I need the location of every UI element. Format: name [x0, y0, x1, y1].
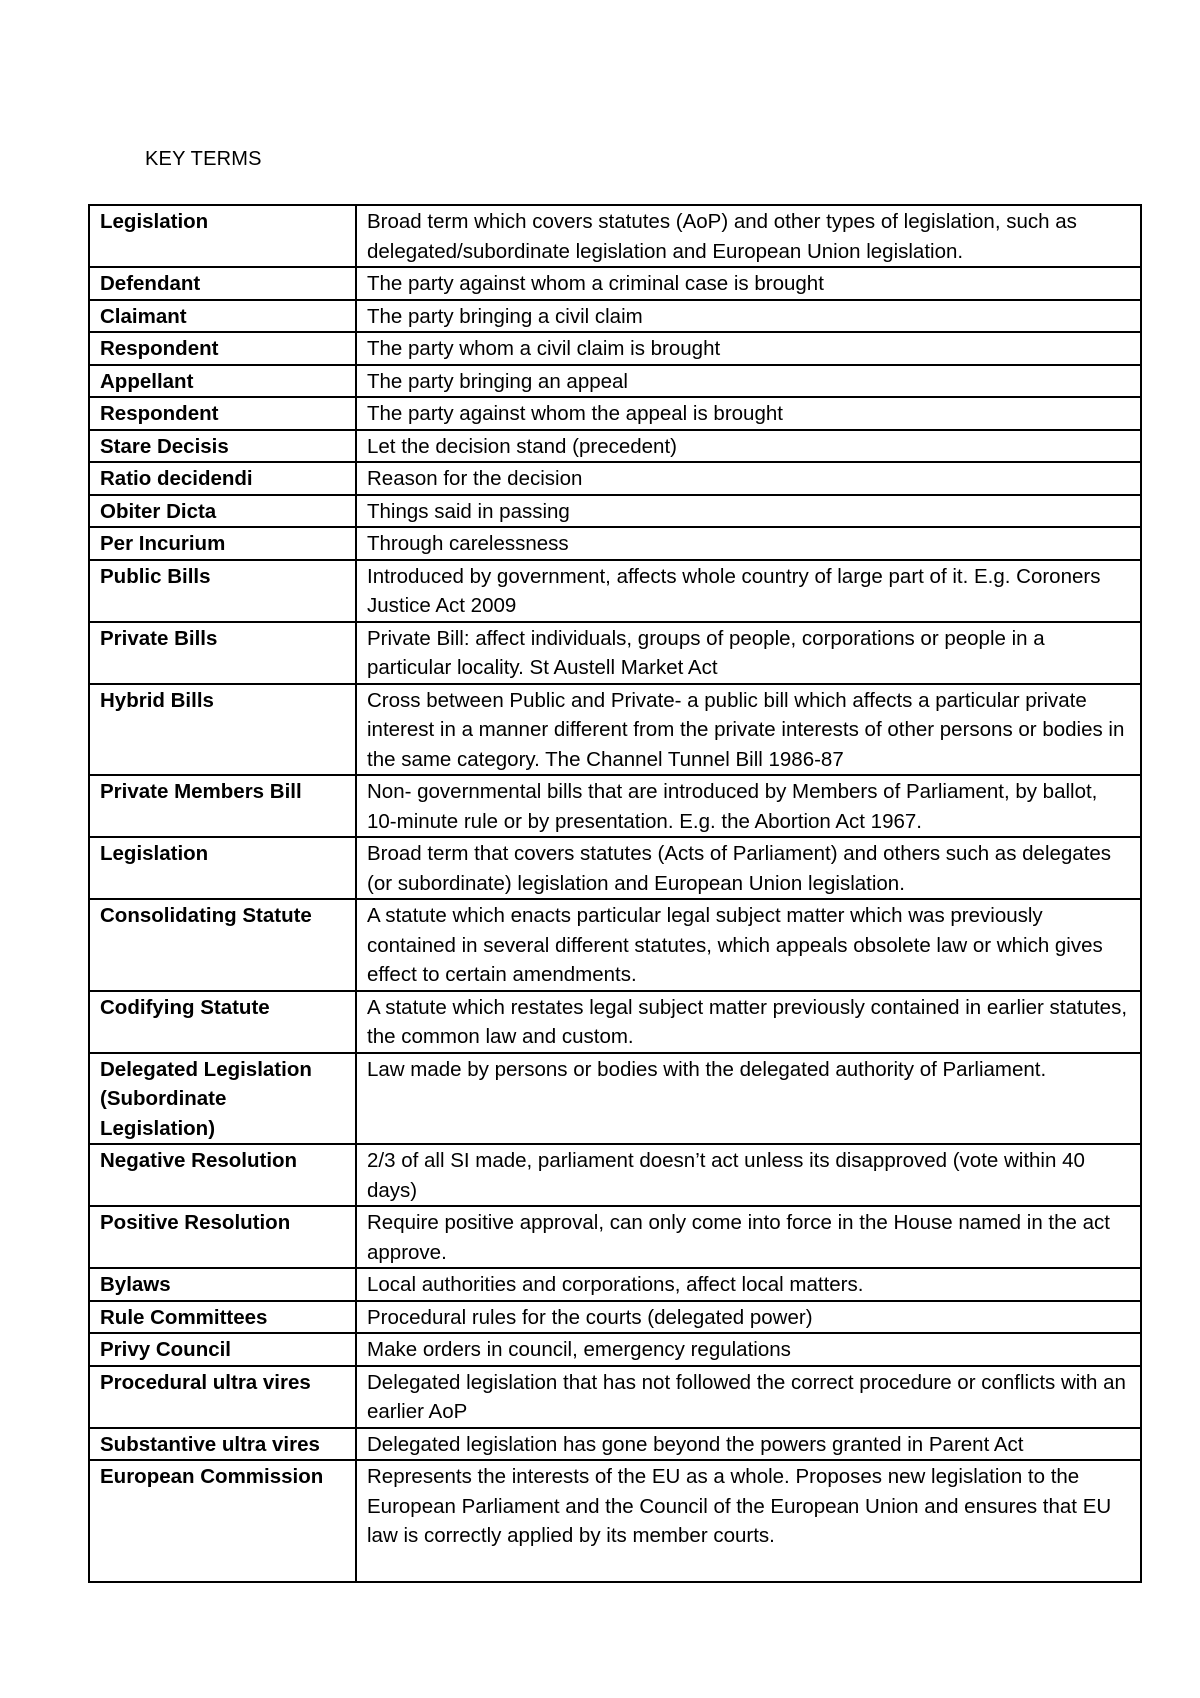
definition-cell: Delegated legislation that has not followed the correct procedure or conflicts with an earlier AoP: [356, 1366, 1141, 1428]
term-cell: Claimant: [89, 300, 356, 333]
definition-cell: The party against whom a criminal case is brought: [356, 267, 1141, 300]
term-cell: Bylaws: [89, 1268, 356, 1301]
definition-cell: Procedural rules for the courts (delegated power): [356, 1301, 1141, 1334]
term-cell: Legislation: [89, 837, 356, 899]
table-row: [89, 495, 1141, 528]
table-row: [89, 365, 1141, 398]
table-row: [89, 684, 1141, 776]
table-row: [89, 1366, 1141, 1428]
table-row: [89, 1206, 1141, 1268]
definition-cell: Make orders in council, emergency regulations: [356, 1333, 1141, 1366]
page-title: KEY TERMS: [145, 148, 262, 170]
definition-cell: Non- governmental bills that are introduced by Members of Parliament, by ballot, 10-minute rule or by presentation. E.g. the Abortion Act 1967.: [356, 775, 1141, 837]
definition-cell: Law made by persons or bodies with the delegated authority of Parliament.: [356, 1053, 1141, 1145]
key-terms-table: [88, 204, 1142, 1583]
definition-cell: Introduced by government, affects whole country of large part of it. E.g. Coroners Justice Act 2009: [356, 560, 1141, 622]
definition-cell: Through carelessness: [356, 527, 1141, 560]
definition-cell: The party bringing a civil claim: [356, 300, 1141, 333]
definition-cell: A statute which restates legal subject matter previously contained in earlier statutes, the common law and custom.: [356, 991, 1141, 1053]
term-cell: Private Bills: [89, 622, 356, 684]
term-cell: Substantive ultra vires: [89, 1428, 356, 1461]
term-cell: Obiter Dicta: [89, 495, 356, 528]
term-cell: Privy Council: [89, 1333, 356, 1366]
definition-cell: Delegated legislation has gone beyond the powers granted in Parent Act: [356, 1428, 1141, 1461]
definition-cell: The party whom a civil claim is brought: [356, 332, 1141, 365]
table-row: [89, 622, 1141, 684]
definition-cell: Things said in passing: [356, 495, 1141, 528]
definition-cell: Require positive approval, can only come into force in the House named in the act approve.: [356, 1206, 1141, 1268]
definition-cell: The party against whom the appeal is brought: [356, 397, 1141, 430]
table-row: [89, 527, 1141, 560]
term-cell: Appellant: [89, 365, 356, 398]
term-cell: Private Members Bill: [89, 775, 356, 837]
definition-cell: Reason for the decision: [356, 462, 1141, 495]
definition-cell: Private Bill: affect individuals, groups of people, corporations or people in a particular locality. St Austell Market Act: [356, 622, 1141, 684]
definition-cell: Local authorities and corporations, affect local matters.: [356, 1268, 1141, 1301]
term-cell: Hybrid Bills: [89, 684, 356, 776]
table-row: [89, 899, 1141, 991]
term-cell: Legislation: [89, 205, 356, 267]
table-row: [89, 991, 1141, 1053]
table-row: [89, 205, 1141, 267]
table-row: [89, 775, 1141, 837]
table-row: [89, 267, 1141, 300]
table-row: [89, 1428, 1141, 1461]
table-row: [89, 300, 1141, 333]
table-row: [89, 332, 1141, 365]
term-cell: Public Bills: [89, 560, 356, 622]
term-cell: Codifying Statute: [89, 991, 356, 1053]
definition-cell: 2/3 of all SI made, parliament doesn’t act unless its disapproved (vote within 40 days): [356, 1144, 1141, 1206]
definition-cell: Represents the interests of the EU as a whole. Proposes new legislation to the European Parliament and the Council of the European Union and ensures that EU law is correctly applied by its member courts.: [356, 1460, 1141, 1582]
table-row: [89, 430, 1141, 463]
term-cell: European Commission: [89, 1460, 356, 1582]
table-row: [89, 1301, 1141, 1334]
term-cell: Defendant: [89, 267, 356, 300]
definition-cell: Cross between Public and Private- a public bill which affects a particular private interest in a manner different from the private interests of other persons or bodies in the same category. The Channel Tunnel Bill 1986-87: [356, 684, 1141, 776]
term-cell: Procedural ultra vires: [89, 1366, 356, 1428]
term-cell: Consolidating Statute: [89, 899, 356, 991]
table-row: [89, 1268, 1141, 1301]
table-row: [89, 1460, 1141, 1582]
table-row: [89, 560, 1141, 622]
term-cell: Ratio decidendi: [89, 462, 356, 495]
table-row: [89, 1144, 1141, 1206]
term-cell: Negative Resolution: [89, 1144, 356, 1206]
term-cell: Respondent: [89, 332, 356, 365]
table-row: [89, 462, 1141, 495]
term-cell: Delegated Legislation (Subordinate Legislation): [89, 1053, 356, 1145]
table-row: [89, 1053, 1141, 1145]
table-row: [89, 1333, 1141, 1366]
term-cell: Per Incurium: [89, 527, 356, 560]
term-cell: Positive Resolution: [89, 1206, 356, 1268]
definition-cell: The party bringing an appeal: [356, 365, 1141, 398]
definition-cell: Let the decision stand (precedent): [356, 430, 1141, 463]
definition-cell: Broad term which covers statutes (AoP) and other types of legislation, such as delegated/subordinate legislation and European Union legislation.: [356, 205, 1141, 267]
term-cell: Rule Committees: [89, 1301, 356, 1334]
definition-cell: Broad term that covers statutes (Acts of Parliament) and others such as delegates (or subordinate) legislation and European Union legislation.: [356, 837, 1141, 899]
table-row: [89, 837, 1141, 899]
definition-cell: A statute which enacts particular legal subject matter which was previously contained in several different statutes, which appeals obsolete law or which gives effect to certain amendments.: [356, 899, 1141, 991]
term-cell: Respondent: [89, 397, 356, 430]
table-row: [89, 397, 1141, 430]
term-cell: Stare Decisis: [89, 430, 356, 463]
